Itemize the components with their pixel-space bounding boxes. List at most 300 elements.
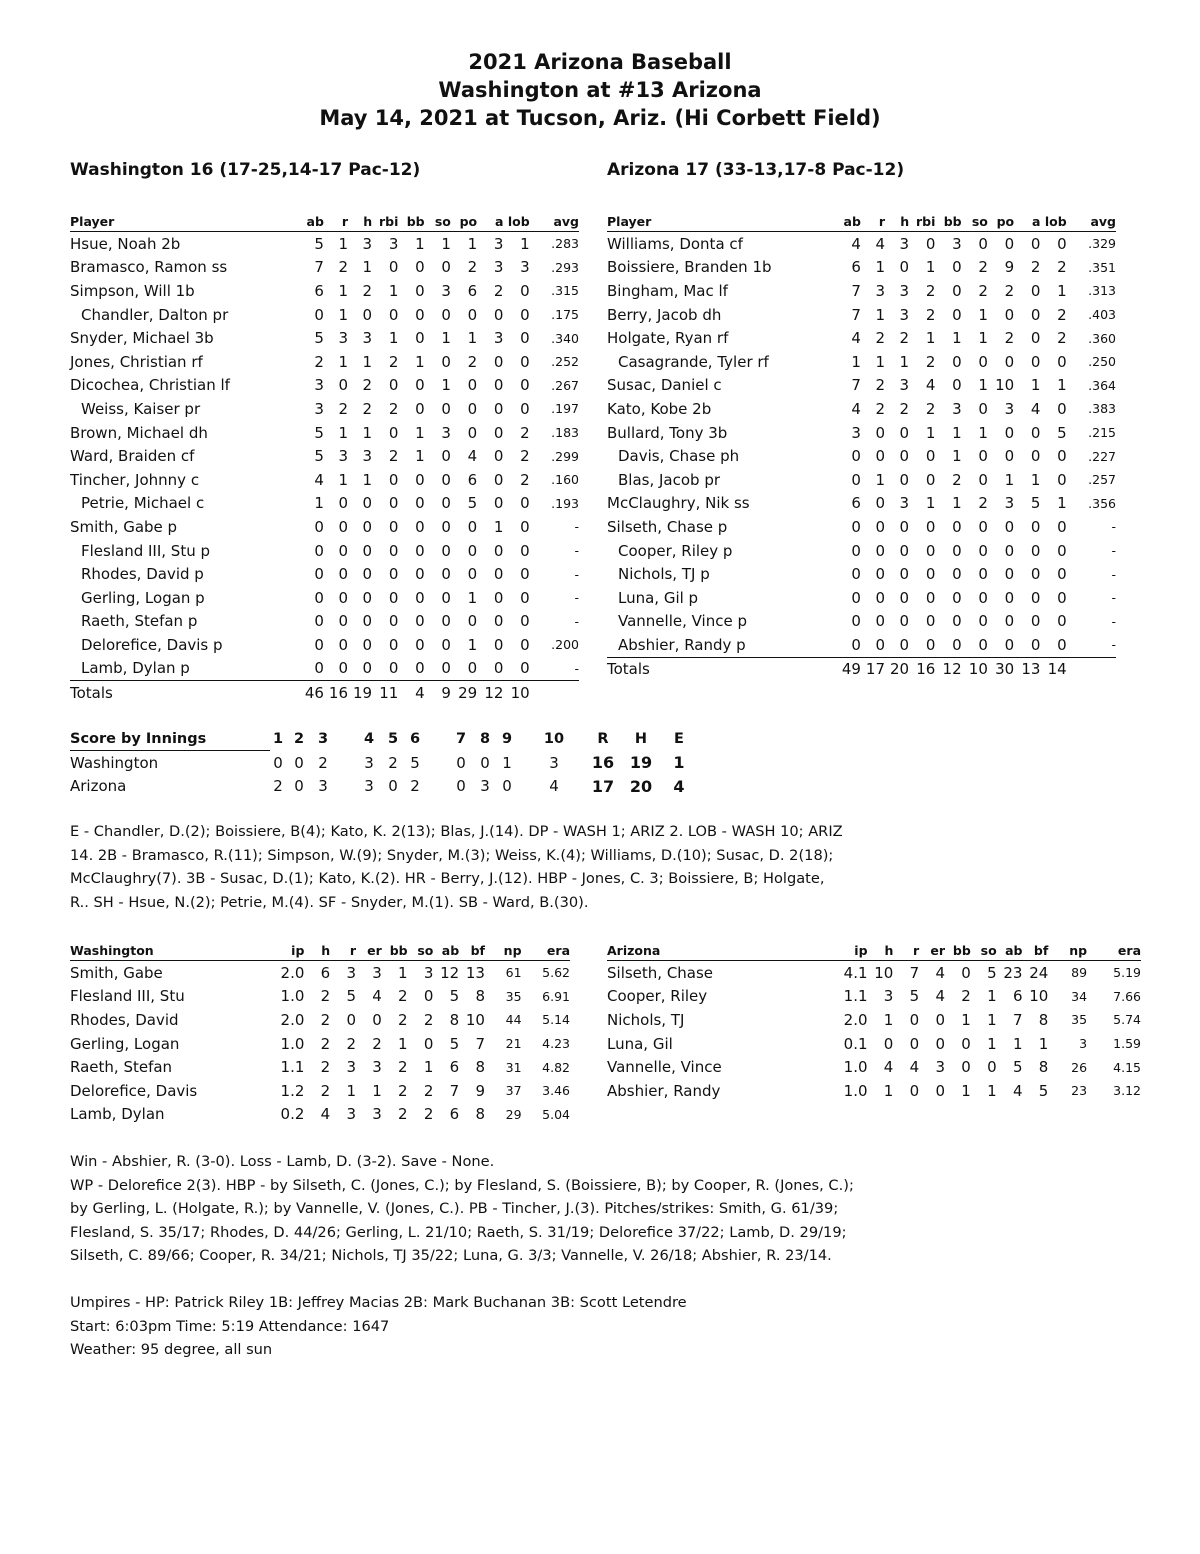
stat-so: 0 — [978, 447, 988, 466]
home-batter-row — [607, 562, 1116, 586]
stat-so: 0 — [962, 633, 988, 657]
stat-po: 2 — [467, 352, 478, 371]
away-col-so: so — [425, 211, 451, 232]
stat-bb: 0 — [415, 281, 425, 300]
inning-score: 0 — [456, 777, 466, 796]
stat-avg: .215 — [1088, 425, 1116, 441]
inning-score: 3 — [318, 777, 328, 796]
stat-a: 0 — [493, 447, 504, 466]
stat-h: 2 — [899, 399, 910, 418]
totals-label: Totals — [607, 660, 650, 679]
home-pcol-bf: bf — [1022, 940, 1048, 961]
score-by-innings — [70, 728, 698, 798]
stat-po: 0 — [467, 541, 478, 560]
inning-label: R — [597, 731, 609, 748]
stat-so: 0 — [441, 635, 451, 654]
stat-r: 0 — [861, 633, 885, 657]
stat-h: 2 — [320, 1034, 331, 1053]
player-name: Berry, Jacob dh — [607, 305, 722, 324]
stat-h: 0 — [362, 635, 373, 654]
stat-er: 4 — [935, 987, 945, 1006]
stat-a: 1 — [1030, 470, 1041, 489]
total-po: 29 — [458, 684, 478, 703]
stat-a: 0 — [493, 494, 504, 513]
total-avg — [530, 681, 579, 705]
inning-score — [426, 751, 448, 775]
stat-bb: 0 — [952, 352, 962, 371]
game-info — [70, 1291, 1170, 1362]
stat-era: 3.12 — [1113, 1083, 1141, 1099]
stat-avg: .340 — [551, 330, 579, 346]
stat-rbi: 0 — [388, 494, 399, 513]
inning-score: 0 — [273, 753, 283, 772]
stat-bb: 0 — [415, 565, 425, 584]
stat-rbi: 1 — [925, 423, 936, 442]
stat-bb: 0 — [952, 305, 962, 324]
away-batter-row — [70, 232, 579, 256]
stat-rbi: 0 — [909, 633, 935, 657]
stat-po: 1 — [467, 329, 478, 348]
stat-ip: 1.0 — [280, 1034, 305, 1053]
stat-h: 4 — [883, 1058, 894, 1077]
stat-rbi: 0 — [388, 588, 399, 607]
stat-ab: 4 — [851, 234, 861, 253]
stat-bf: 8 — [475, 987, 485, 1006]
stat-a: 0 — [1030, 281, 1041, 300]
stat-so: 0 — [978, 588, 988, 607]
stat-h: 10 — [874, 963, 894, 982]
home-pcol-Arizona: Arizona — [607, 940, 822, 961]
away-col-bb: bb — [398, 211, 424, 232]
away-pcol-era: era — [522, 940, 570, 961]
home-pcol-h: h — [868, 940, 894, 961]
stat-ip: 1.2 — [280, 1081, 305, 1100]
stat-avg: - — [1111, 590, 1116, 606]
stat-er: 4 — [935, 963, 945, 982]
stat-lob: 0 — [520, 281, 530, 300]
home-pcol-bb: bb — [945, 940, 971, 961]
stat-ab: 0 — [314, 541, 324, 560]
stat-er: 3 — [372, 1105, 382, 1124]
inning-score: 1 — [673, 753, 685, 773]
stat-h: 0 — [899, 517, 910, 536]
stat-r: 1 — [875, 352, 886, 371]
stat-r: 0 — [338, 376, 349, 395]
player-name: Cooper, Riley p — [618, 541, 733, 560]
inning-label: 1 — [272, 731, 284, 748]
stat-ab: 0 — [851, 565, 861, 584]
stat-po: 9 — [1004, 258, 1015, 277]
away-batter-row — [70, 374, 579, 398]
home-batter-row — [607, 610, 1116, 634]
stat-avg: .183 — [551, 425, 579, 441]
stat-so: 0 — [441, 305, 451, 324]
stat-ip: 1.1 — [280, 1058, 305, 1077]
notes-line: McClaughry(7). 3B - Susac, D.(1); Kato, K.(2). HR - Berry, J.(12). HBP - Jones, C. 3; Boissiere, B; Holgate, — [70, 870, 825, 888]
inning-score: 1 — [502, 753, 512, 772]
inning-label: 5 — [387, 731, 399, 748]
stat-lob: 0 — [520, 635, 530, 654]
stat-r: 5 — [909, 987, 920, 1006]
stat-np: 21 — [505, 1036, 522, 1052]
home-pcol-so: so — [971, 940, 997, 961]
stat-lob: 0 — [503, 657, 529, 681]
totals-label: Totals — [70, 684, 113, 703]
score-row — [70, 751, 698, 775]
stat-lob: 0 — [520, 541, 530, 560]
stat-po: 0 — [467, 612, 478, 631]
stat-h: 3 — [899, 281, 910, 300]
stat-ab: 4 — [851, 399, 861, 418]
stat-so: 0 — [978, 541, 988, 560]
inning-score: 0 — [294, 777, 304, 796]
away-pitcher-row — [70, 1008, 570, 1032]
stat-rbi: 0 — [388, 470, 399, 489]
page-title — [0, 48, 1200, 132]
home-pitcher-row — [607, 1079, 1141, 1103]
stat-r: 1 — [875, 470, 886, 489]
stat-ab: 0 — [314, 588, 324, 607]
stat-h: 2 — [362, 281, 373, 300]
stat-r: 0 — [338, 541, 349, 560]
stat-era: 4.23 — [542, 1036, 570, 1052]
inning-label — [568, 728, 584, 751]
away-pcol-bb: bb — [382, 940, 408, 961]
stat-bb: 2 — [398, 987, 408, 1006]
stat-np: 29 — [505, 1106, 522, 1122]
away-batter-row — [70, 539, 579, 563]
inning-score: 19 — [629, 753, 653, 773]
stat-rbi: 0 — [388, 612, 399, 631]
stat-avg: .227 — [1088, 448, 1116, 464]
stat-r: 2 — [338, 258, 349, 277]
game-info-line: Weather: 95 degree, all sun — [70, 1341, 273, 1359]
stat-so: 0 — [978, 517, 988, 536]
inning-score: 4 — [549, 777, 559, 796]
home-col-r: r — [861, 211, 885, 232]
inning-score: 3 — [364, 777, 374, 796]
stat-r: 1 — [338, 470, 349, 489]
stat-r: 0 — [875, 565, 886, 584]
stat-h: 0 — [362, 565, 373, 584]
stat-lob: 0 — [1057, 612, 1067, 631]
home-col-ab: ab — [837, 211, 861, 232]
stat-avg: .267 — [551, 377, 579, 393]
home-pitching-table — [607, 940, 1141, 1103]
stat-lob: 0 — [1057, 517, 1067, 536]
stat-rbi: 0 — [388, 423, 399, 442]
stat-lob: 2 — [520, 423, 530, 442]
stat-er: 1 — [372, 1081, 382, 1100]
stat-era: 7.66 — [1113, 988, 1141, 1004]
stat-avg: - — [1111, 543, 1116, 559]
stat-rbi: 0 — [925, 565, 936, 584]
inning-label — [518, 728, 540, 751]
inning-score: 4 — [673, 776, 685, 796]
inning-score: 0 — [502, 777, 512, 796]
stat-h: 1 — [362, 258, 373, 277]
stat-a: 0 — [493, 565, 504, 584]
home-batter-row — [607, 468, 1116, 492]
home-col-h: h — [885, 211, 909, 232]
stat-so: 1 — [441, 329, 451, 348]
stat-ip: 1.0 — [843, 1081, 868, 1100]
player-name: Boissiere, Branden 1b — [607, 258, 772, 277]
home-pcol-ab: ab — [997, 940, 1023, 961]
stat-ab: 7 — [851, 281, 861, 300]
stat-so: 0 — [441, 352, 451, 371]
stat-h: 0 — [883, 1034, 894, 1053]
stat-a: 0 — [1014, 633, 1040, 657]
inning-label — [334, 728, 356, 751]
player-name: Vannelle, Vince p — [618, 612, 748, 631]
stat-a: 0 — [1030, 517, 1041, 536]
stat-po: 0 — [467, 376, 478, 395]
team-name: Washington — [70, 753, 159, 772]
stat-so: 0 — [441, 588, 451, 607]
total-po: 30 — [995, 660, 1015, 679]
stat-h: 2 — [320, 1081, 331, 1100]
inning-score: 3 — [364, 753, 374, 772]
home-pcol-ip: ip — [822, 940, 867, 961]
stat-po: 3 — [1004, 494, 1015, 513]
away-pitcher-row — [70, 1032, 570, 1056]
stat-h: 0 — [362, 541, 373, 560]
stat-bf: 8 — [475, 1058, 485, 1077]
away-batter-row — [70, 350, 579, 374]
inning-score: 0 — [456, 753, 466, 772]
inning-label: 4 — [363, 731, 375, 748]
stat-po: 0 — [1004, 612, 1015, 631]
stat-rbi: 0 — [388, 376, 399, 395]
stat-so: 0 — [978, 470, 988, 489]
stat-h: 0 — [899, 470, 910, 489]
away-batter-row — [70, 326, 579, 350]
stat-po: 0 — [467, 399, 478, 418]
pitcher-name: Delorefice, Davis — [70, 1081, 198, 1100]
stat-lob: 1 — [1057, 281, 1067, 300]
stat-bb: 2 — [398, 1010, 408, 1029]
stat-ab: 3 — [314, 399, 324, 418]
stat-r: 2 — [346, 1034, 356, 1053]
stat-so: 0 — [978, 565, 988, 584]
stat-bf: 24 — [1029, 963, 1049, 982]
stat-so: 0 — [423, 1034, 434, 1053]
stat-so: 1 — [441, 234, 451, 253]
stat-bb: 0 — [961, 963, 971, 982]
away-pitcher-row — [70, 1079, 570, 1103]
stat-r: 4 — [909, 1058, 920, 1077]
stat-r: 3 — [346, 963, 356, 982]
stat-a: 0 — [1030, 423, 1041, 442]
total-a: 12 — [484, 684, 504, 703]
home-pitcher-row — [607, 1055, 1141, 1079]
stat-po: 3 — [1004, 399, 1015, 418]
stat-a: 2 — [1030, 258, 1041, 277]
stat-avg: .329 — [1088, 236, 1116, 252]
stat-so: 2 — [978, 258, 988, 277]
stat-lob: 0 — [520, 588, 530, 607]
home-batter-row — [607, 326, 1116, 350]
stat-po: 0 — [1004, 234, 1015, 253]
stat-lob: 2 — [1057, 305, 1067, 324]
stat-so: 1 — [423, 1058, 434, 1077]
title-line-2: Washington at #13 Arizona — [438, 78, 762, 102]
stat-h: 2 — [320, 1010, 331, 1029]
inning-score: 3 — [549, 753, 559, 772]
stat-a: 0 — [1030, 305, 1041, 324]
stat-r: 1 — [875, 258, 886, 277]
stat-po: 10 — [995, 376, 1015, 395]
stat-h: 1 — [362, 470, 373, 489]
stat-np: 23 — [1071, 1083, 1088, 1099]
home-team-header: Arizona 17 (33-13,17-8 Pac-12) — [607, 160, 905, 180]
home-pcol-era: era — [1087, 940, 1141, 961]
stat-avg: - — [530, 657, 579, 681]
stat-lob: 1 — [520, 234, 530, 253]
pitcher-name: Luna, Gil — [607, 1034, 673, 1053]
stat-era: 4.15 — [1113, 1059, 1141, 1075]
total-r: 16 — [328, 684, 349, 703]
stat-bb: 2 — [398, 1058, 408, 1077]
player-name: Abshier, Randy p — [607, 633, 837, 657]
stat-bb: 0 — [415, 258, 425, 277]
away-team-header: Washington 16 (17-25,14-17 Pac-12) — [70, 160, 421, 180]
pitcher-name: Lamb, Dylan — [70, 1105, 165, 1124]
player-name: Smith, Gabe p — [70, 517, 178, 536]
stat-ab: 6 — [449, 1058, 460, 1077]
home-batter-row — [607, 303, 1116, 327]
stat-bb: 3 — [952, 399, 962, 418]
inning-score — [518, 775, 540, 799]
stat-r: 1 — [338, 234, 349, 253]
stat-bf: 8 — [475, 1105, 485, 1124]
stat-bf: 9 — [475, 1081, 485, 1100]
stat-avg: .315 — [551, 283, 579, 299]
stat-so: 0 — [441, 470, 451, 489]
stat-h: 3 — [899, 234, 910, 253]
stat-so: 1 — [978, 376, 988, 395]
stat-a: 0 — [493, 305, 504, 324]
pitcher-name: Raeth, Stefan — [70, 1058, 173, 1077]
player-name: Davis, Chase ph — [618, 447, 740, 466]
total-avg — [1067, 657, 1116, 681]
stat-so: 0 — [441, 517, 451, 536]
total-lob: 14 — [1047, 660, 1067, 679]
away-pitching-table — [70, 940, 570, 1126]
stat-bb: 0 — [935, 633, 961, 657]
stat-rbi: 2 — [388, 447, 399, 466]
stat-bb: 1 — [415, 234, 425, 253]
notes-line: 14. 2B - Bramasco, R.(11); Simpson, W.(9); Snyder, M.(3); Weiss, K.(4); Williams, D.(10); Susac, D. 2(18); — [70, 846, 834, 864]
stat-po: 0 — [1004, 541, 1015, 560]
stat-h: 3 — [883, 987, 894, 1006]
stat-lob: 0 — [1057, 352, 1067, 371]
stat-rbi: 0 — [925, 612, 936, 631]
stat-era: 3.46 — [542, 1083, 570, 1099]
stat-lob: 0 — [520, 494, 530, 513]
away-pcol-h: h — [304, 940, 330, 961]
home-batter-row — [607, 633, 1116, 657]
stat-rbi: 2 — [388, 399, 399, 418]
stat-a: 2 — [493, 281, 504, 300]
home-batter-row — [607, 256, 1116, 280]
stat-rbi: 2 — [925, 305, 936, 324]
inning-score: 2 — [273, 777, 283, 796]
player-name: Casagrande, Tyler rf — [618, 352, 769, 371]
stat-avg: .351 — [1088, 259, 1116, 275]
home-col-bb: bb — [935, 211, 961, 232]
stat-ip: 2.0 — [280, 963, 305, 982]
stat-h: 0 — [885, 633, 909, 657]
away-pcol-Washington: Washington — [70, 940, 264, 961]
stat-so: 1 — [978, 305, 988, 324]
stat-po: 5 — [467, 494, 478, 513]
stat-np: 26 — [1071, 1059, 1088, 1075]
total-ab: 46 — [304, 684, 324, 703]
stat-r: 2 — [338, 399, 349, 418]
stat-a: 1 — [1030, 376, 1041, 395]
inning-score: 0 — [388, 777, 398, 796]
stat-er: 3 — [372, 963, 382, 982]
stat-np: 44 — [505, 1012, 522, 1028]
player-name: Luna, Gil p — [618, 588, 699, 607]
stat-lob: 3 — [520, 258, 530, 277]
stat-ab: 0 — [314, 612, 324, 631]
stat-avg: - — [1111, 613, 1116, 629]
stat-bb: 1 — [961, 1081, 971, 1100]
stat-lob: 0 — [520, 612, 530, 631]
stat-po: 0 — [1004, 423, 1015, 442]
stat-ab: 0 — [851, 470, 861, 489]
stat-so: 1 — [987, 1010, 997, 1029]
home-pitcher-row — [607, 1008, 1141, 1032]
stat-rbi: 1 — [925, 494, 936, 513]
stat-r: 1 — [338, 305, 349, 324]
stat-ab: 7 — [851, 376, 861, 395]
away-col-avg: avg — [530, 211, 579, 232]
away-batter-row — [70, 657, 579, 681]
stat-lob: 0 — [520, 376, 530, 395]
stat-rbi: 0 — [388, 635, 399, 654]
stat-a: 0 — [493, 352, 504, 371]
stat-ip: 0.1 — [843, 1034, 868, 1053]
decisions-line: Win - Abshier, R. (3-0). Loss - Lamb, D. (3-2). Save - None. — [70, 1153, 495, 1170]
home-batter-row — [607, 350, 1116, 374]
stat-po: 1 — [1004, 470, 1015, 489]
total-rbi: 16 — [916, 660, 936, 679]
stat-a: 0 — [1030, 352, 1041, 371]
stat-bb: 1 — [952, 494, 962, 513]
stat-ab: 1 — [1012, 1034, 1023, 1053]
stat-rbi: 0 — [925, 447, 936, 466]
stat-lob: 0 — [1057, 541, 1067, 560]
home-col-rbi: rbi — [909, 211, 935, 232]
stat-so: 2 — [423, 1105, 434, 1124]
stat-er: 0 — [935, 1034, 945, 1053]
total-ab: 49 — [841, 660, 861, 679]
inning-score: 20 — [629, 776, 653, 796]
stat-rbi: 4 — [925, 376, 936, 395]
stat-bf: 8 — [1038, 1058, 1049, 1077]
stat-lob: 2 — [1057, 258, 1067, 277]
stat-bb: 0 — [415, 329, 425, 348]
stat-lob: 0 — [1057, 447, 1067, 466]
stat-rbi: 2 — [925, 281, 936, 300]
stat-a: 0 — [1030, 329, 1041, 348]
total-so: 10 — [968, 660, 988, 679]
stat-h: 3 — [899, 494, 910, 513]
